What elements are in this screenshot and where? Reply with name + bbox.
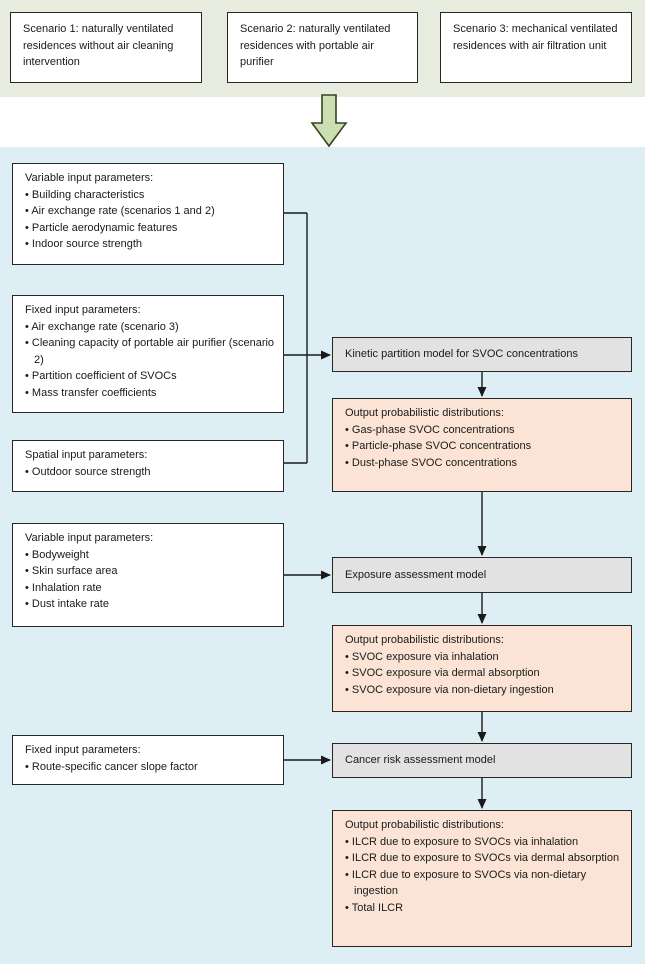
scenario-1-text: Scenario 1: naturally ventilated residences without air cleaning intervention bbox=[23, 23, 174, 68]
input-box-title: Spatial input parameters: bbox=[25, 449, 148, 461]
input-box-fixed-air bbox=[12, 295, 284, 413]
bullet-item: • Dust-phase SVOC concentrations bbox=[345, 455, 623, 472]
scenario-box-1 bbox=[10, 12, 202, 83]
input-box-fixed-slope bbox=[12, 735, 284, 785]
input-box-title: Fixed input parameters: bbox=[25, 304, 141, 316]
output-box-title: Output probabilistic distributions: bbox=[345, 634, 504, 646]
input-box-variable-building bbox=[12, 163, 284, 265]
model-box-label: Kinetic partition model for SVOC concentrations bbox=[345, 348, 578, 361]
bullet-item: • Outdoor source strength bbox=[25, 464, 275, 481]
output-box-title: Output probabilistic distributions: bbox=[345, 819, 504, 831]
input-box-title: Variable input parameters: bbox=[25, 532, 154, 544]
bullet-item: • Particle aerodynamic features bbox=[25, 220, 275, 237]
bullet-item: • Building characteristics bbox=[25, 187, 275, 204]
bullet-item: • ILCR due to exposure to SVOCs via non-dietary ingestion bbox=[345, 867, 623, 900]
input-box-title: Variable input parameters: bbox=[25, 172, 154, 184]
bullet-item: • Total ILCR bbox=[345, 900, 623, 917]
input-box-title: Fixed input parameters: bbox=[25, 744, 141, 756]
model-box-cancer-risk bbox=[332, 743, 632, 778]
bullet-item: • ILCR due to exposure to SVOCs via inhalation bbox=[345, 834, 623, 851]
scenario-3-text: Scenario 3: mechanical ventilated residences with air filtration unit bbox=[453, 23, 618, 52]
bullet-item: • Particle-phase SVOC concentrations bbox=[345, 438, 623, 455]
bullet-item: • Skin surface area bbox=[25, 563, 275, 580]
bullet-item: • Cleaning capacity of portable air purifier (scenario 2) bbox=[25, 335, 275, 368]
model-box-kinetic bbox=[332, 337, 632, 372]
scenario-2-text: Scenario 2: naturally ventilated residences with portable air purifier bbox=[240, 23, 391, 68]
bullet-item: • Inhalation rate bbox=[25, 580, 275, 597]
bullet-item: • SVOC exposure via non-dietary ingestion bbox=[345, 682, 623, 699]
output-box-exposure bbox=[332, 625, 632, 712]
scenario-box-2 bbox=[227, 12, 418, 83]
bullet-item: • Gas-phase SVOC concentrations bbox=[345, 422, 623, 439]
bullet-item: • Bodyweight bbox=[25, 547, 275, 564]
model-box-exposure bbox=[332, 557, 632, 593]
bullet-item: • Air exchange rate (scenario 3) bbox=[25, 319, 275, 336]
output-box-concentrations bbox=[332, 398, 632, 492]
scenario-box-3 bbox=[440, 12, 632, 83]
bullet-item: • Indoor source strength bbox=[25, 236, 275, 253]
model-box-label: Cancer risk assessment model bbox=[345, 754, 496, 767]
bullet-item: • Air exchange rate (scenarios 1 and 2) bbox=[25, 203, 275, 220]
output-box-ilcr bbox=[332, 810, 632, 947]
bullet-item: • ILCR due to exposure to SVOCs via dermal absorption bbox=[345, 850, 623, 867]
input-box-variable-body bbox=[12, 523, 284, 627]
bullet-item: • Partition coefficient of SVOCs bbox=[25, 368, 275, 385]
bullet-item: • SVOC exposure via inhalation bbox=[345, 649, 623, 666]
output-box-title: Output probabilistic distributions: bbox=[345, 407, 504, 419]
bullet-item: • SVOC exposure via dermal absorption bbox=[345, 665, 623, 682]
bullet-item: • Dust intake rate bbox=[25, 596, 275, 613]
bullet-item: • Mass transfer coefficients bbox=[25, 385, 275, 402]
input-box-spatial bbox=[12, 440, 284, 492]
model-box-label: Exposure assessment model bbox=[345, 568, 487, 581]
flow-down-arrow-icon bbox=[312, 95, 346, 146]
bullet-item: • Route-specific cancer slope factor bbox=[25, 759, 275, 776]
